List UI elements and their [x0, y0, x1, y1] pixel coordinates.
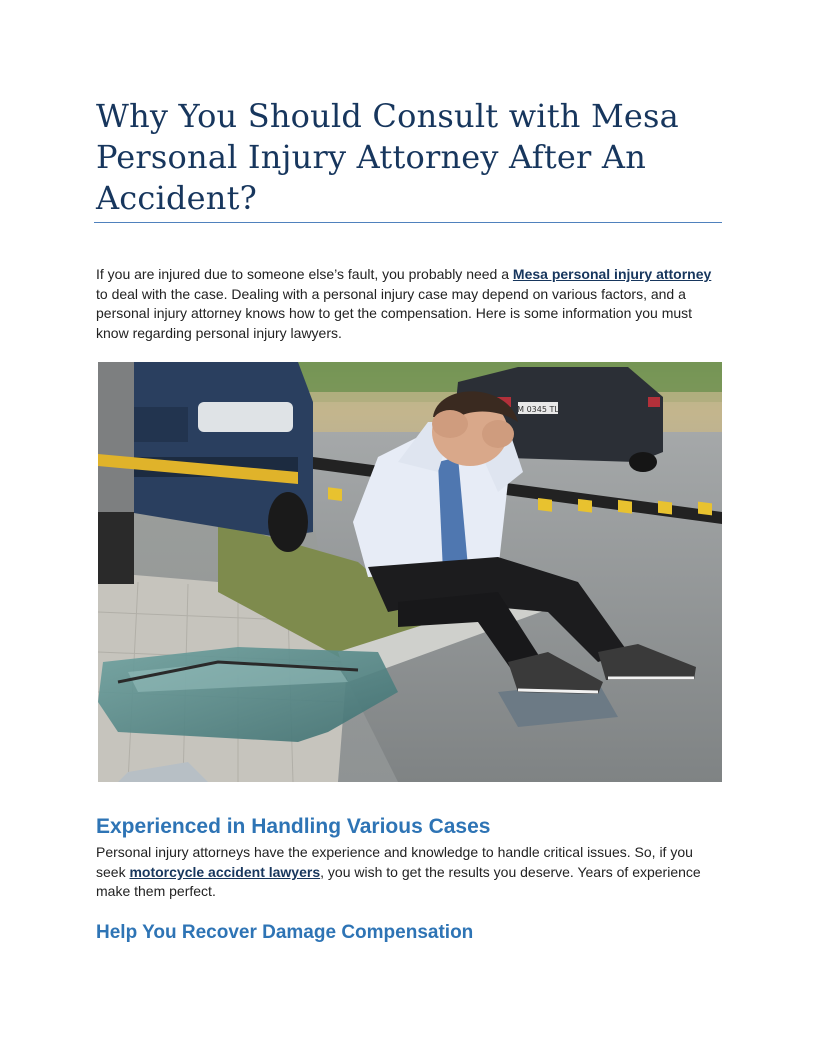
section-heading-experienced: Experienced in Handling Various Cases: [96, 815, 491, 838]
intro-paragraph: [96, 265, 722, 343]
section1-text-after-link: , you wish to get the results you deserve. Years of experience make them perfect.: [96, 863, 701, 900]
motorcycle-lawyers-link[interactable]: motorcycle accident lawyers: [129, 863, 321, 880]
section-paragraph-experienced: [96, 843, 722, 902]
mesa-attorney-link[interactable]: Mesa personal injury attorney: [512, 266, 712, 282]
page-title: Why You Should Consult with Mesa Personal Injury Attorney After An Accident?: [96, 97, 679, 217]
license-plate-text: M 0345 TL: [517, 405, 559, 414]
title-underline-rule: [94, 222, 722, 223]
accident-photo: [98, 362, 722, 782]
intro-text-before-link: If you are injured due to someone else’s fault, you probably need a: [96, 266, 513, 282]
intro-text-after-link: to deal with the case. Dealing with a personal injury case may depend on various factors, and a personal injury attorney knows how to get the compensation. Here is some information you must know regarding personal injury lawyers.: [96, 285, 693, 341]
section1-text-before-link: Personal injury attorneys have the experience and knowledge to handle critical issues. So, if you seek: [96, 844, 693, 880]
section-heading-compensation: Help You Recover Damage Compensation: [96, 922, 474, 943]
